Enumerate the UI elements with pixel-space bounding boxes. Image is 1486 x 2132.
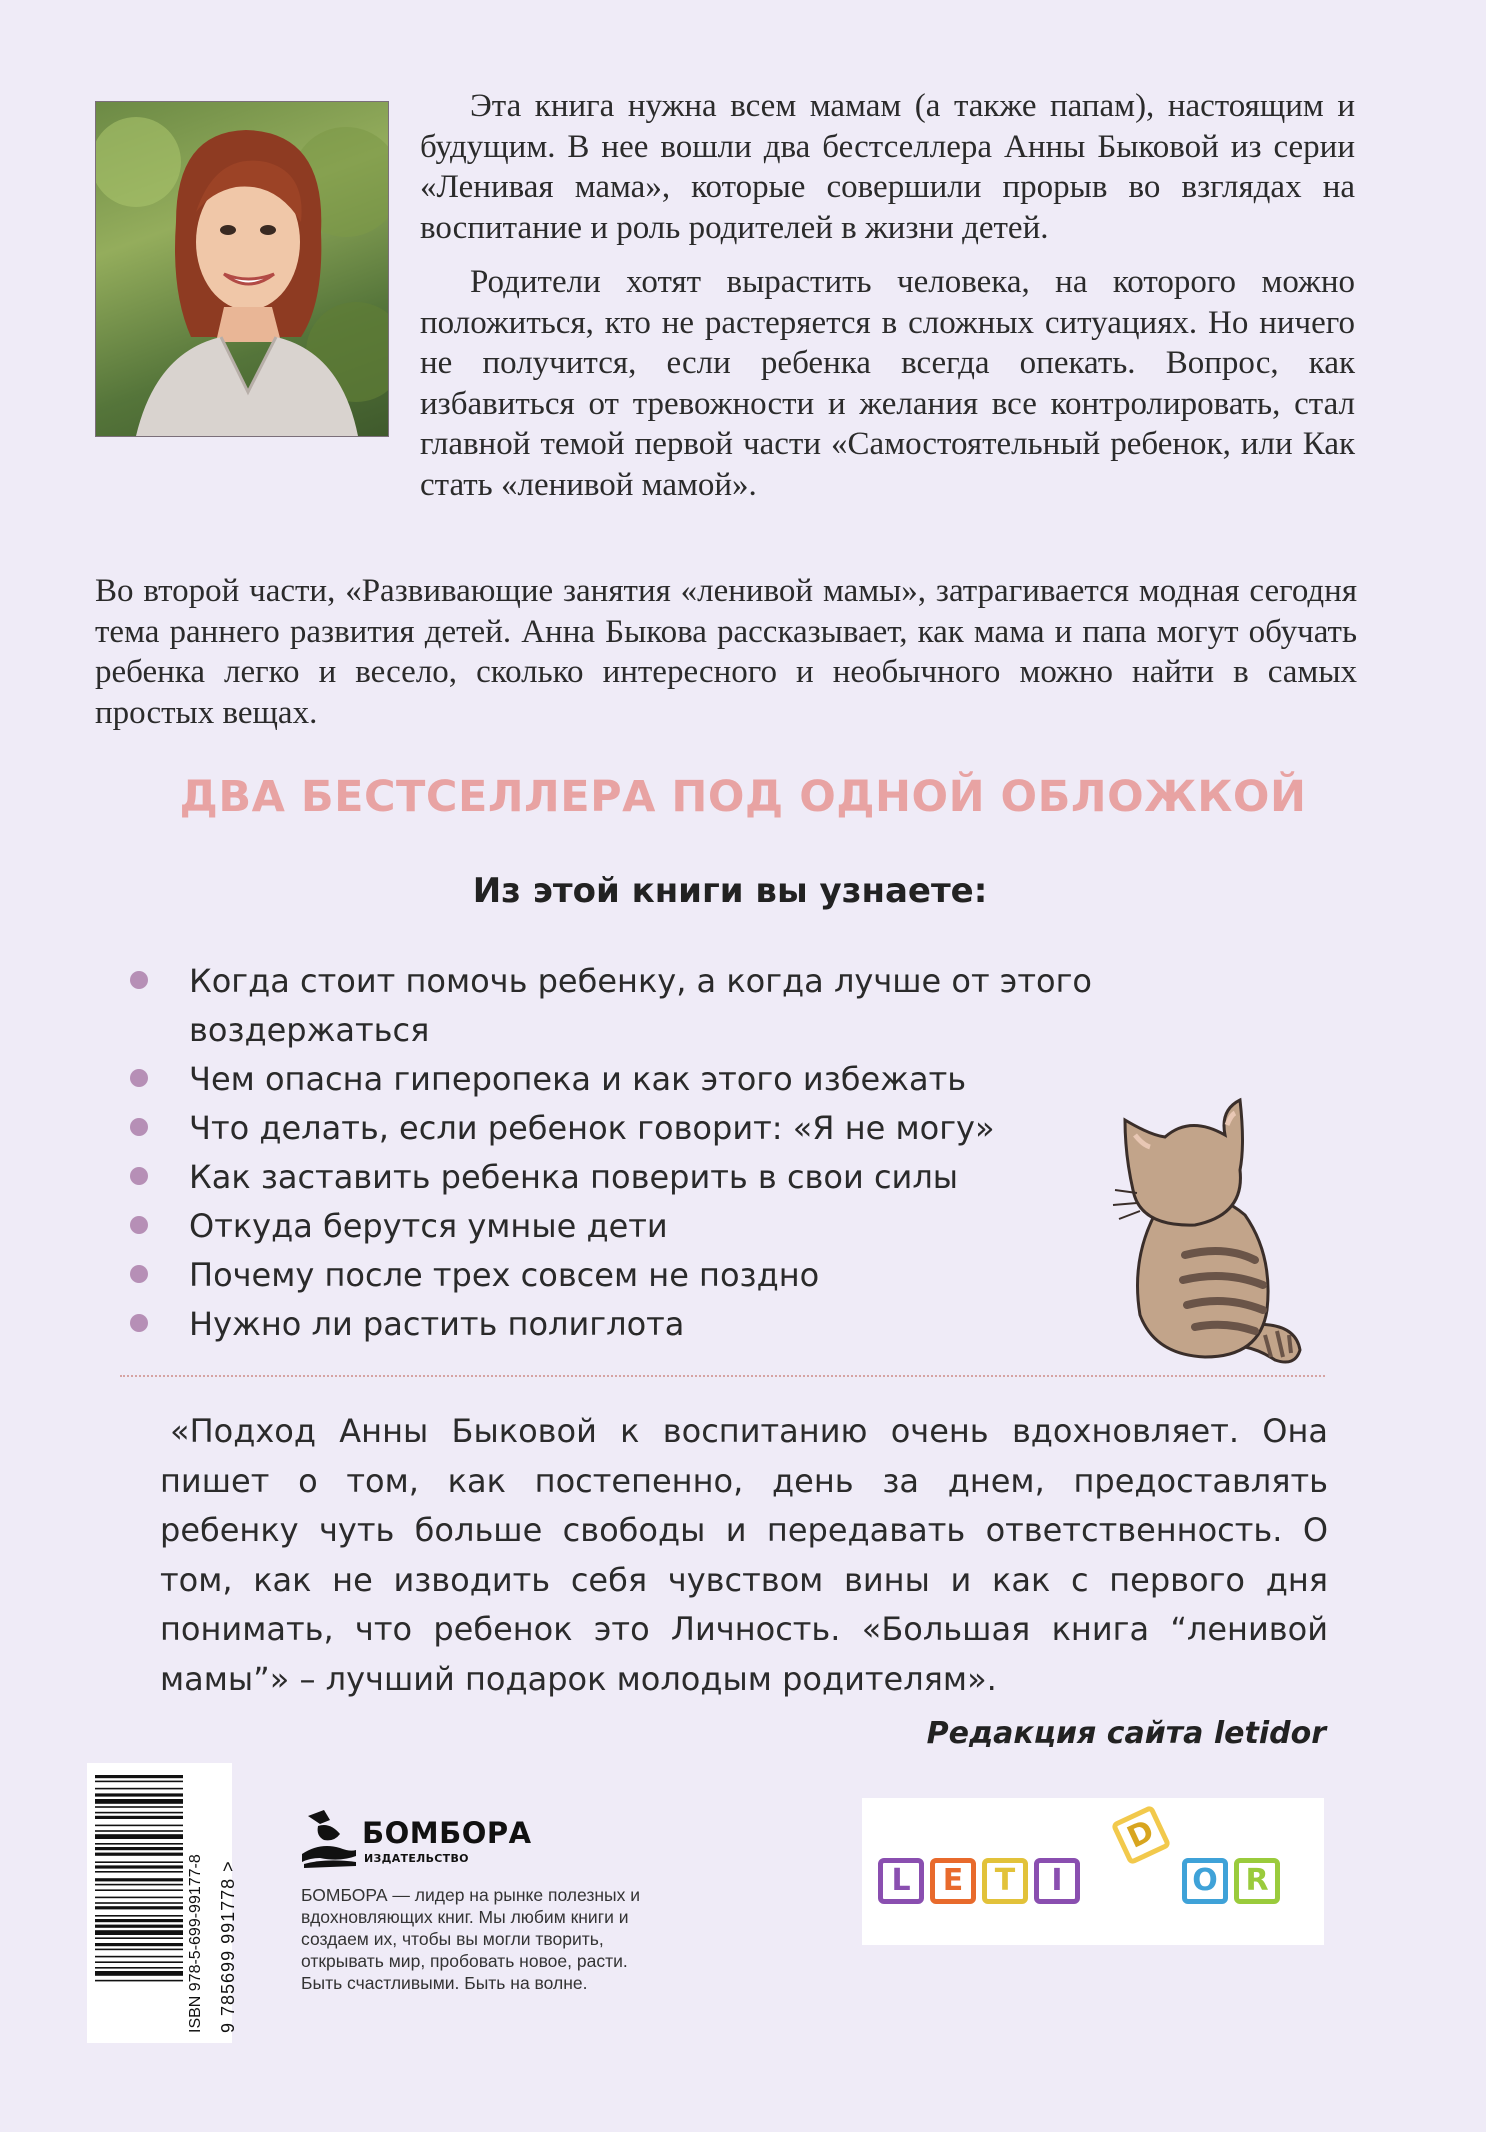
barcode-icon xyxy=(87,1763,232,2043)
publisher-name: БОМБОРА xyxy=(362,1816,532,1850)
bullet-dot-icon xyxy=(130,1118,148,1136)
bullet-list xyxy=(130,957,1130,1349)
headline: ДВА БЕСТСЕЛЛЕРА ПОД ОДНОЙ ОБЛОЖКОЙ xyxy=(179,772,1307,822)
list-item: Откуда берутся умные дети xyxy=(130,1202,1130,1251)
logo-tile: I xyxy=(1034,1858,1080,1904)
barcode-digits: 9 785699 991778 > xyxy=(218,1860,238,2033)
logo-tile: T xyxy=(982,1858,1028,1904)
review-quote: «Подход Анны Быковой к воспитанию очень вдохновляет. Она пишет о том, как постепенно, день за днем, предоставлять ребенку чуть больше свободы и передавать ответственность. О том, как не изводить себя чувством вины и как с первого дня понимать, что ребенок это Личность. «Большая книга “ленивой мамы”» – лучший подарок молодым родителям». xyxy=(160,1412,1328,1698)
quote-attribution: Редакция сайта letidor xyxy=(926,1716,1326,1751)
logo-tile: D xyxy=(1110,1804,1171,1865)
bullet-dot-icon xyxy=(130,1069,148,1087)
publisher-description: БОМБОРА — лидер на рынке полезных и вдохновляющих книг. Мы любим книги и создаем их, чтобы вы могли творить, открывать мир, пробовать новое, расти. Быть счастливыми. Быть на волне. xyxy=(301,1885,641,1993)
logo-tile: L xyxy=(878,1858,924,1904)
bullet-dot-icon xyxy=(130,971,148,989)
author-photo xyxy=(95,101,389,437)
publisher-subtitle: ИЗДАТЕЛЬСТВО xyxy=(364,1852,469,1865)
logo-tile: E xyxy=(930,1858,976,1904)
list-item: Что делать, если ребенок говорит: «Я не могу» xyxy=(130,1104,1130,1153)
logo-tile: O xyxy=(1182,1858,1228,1904)
publisher-logo-icon xyxy=(300,1806,358,1868)
letidor-logo xyxy=(862,1798,1324,1945)
cat-illustration-icon xyxy=(1095,1095,1310,1370)
bullet-dot-icon xyxy=(130,1216,148,1234)
intro-paragraph-3: Во второй части, «Развивающие занятия «ленивой мамы», затрагивается модная сегодня тема раннего развития детей. Анна Быкова рассказывает, как мама и папа могут обучать ребенка легко и весело, сколько интересного и необычного можно найти в самых простых вещах. xyxy=(95,573,1357,731)
bullet-dot-icon xyxy=(130,1265,148,1283)
list-item: Когда стоит помочь ребенку, а когда лучше от этого воздержаться xyxy=(130,957,1130,1055)
isbn-number: ISBN 978-5-699-99177-8 xyxy=(187,1854,204,2033)
list-item: Нужно ли растить полиглота xyxy=(130,1300,1130,1349)
bullet-dot-icon xyxy=(130,1314,148,1332)
intro-paragraph-1: Эта книга нужна всем мамам (а также папам), настоящим и будущим. В нее вошли два бестселлера Анны Быковой из серии «Ленивая мама», которые совершили прорыв во взглядах на воспитание и роль родителей в жизни детей. xyxy=(420,88,1355,246)
isbn-barcode xyxy=(87,1763,238,2043)
list-item: Как заставить ребенка поверить в свои силы xyxy=(130,1153,1130,1202)
list-item: Чем опасна гиперопека и как этого избежать xyxy=(130,1055,1130,1104)
subheading: Из этой книги вы узнаете: xyxy=(472,871,988,911)
intro-paragraph-2: Родители хотят вырастить человека, на которого можно положиться, кто не растеряется в сложных ситуациях. Но ничего не получится, если ребенка всегда опекать. Вопрос, как избавиться от тревожности и желания все контролировать, стал главной темой первой части «Самостоятельный ребенок, или Как стать «ленивой мамой». xyxy=(420,264,1355,503)
logo-tile: R xyxy=(1234,1858,1280,1904)
intro-block xyxy=(420,86,1355,505)
section-divider xyxy=(120,1375,1325,1377)
list-item: Почему после трех совсем не поздно xyxy=(130,1251,1130,1300)
bullet-dot-icon xyxy=(130,1167,148,1185)
